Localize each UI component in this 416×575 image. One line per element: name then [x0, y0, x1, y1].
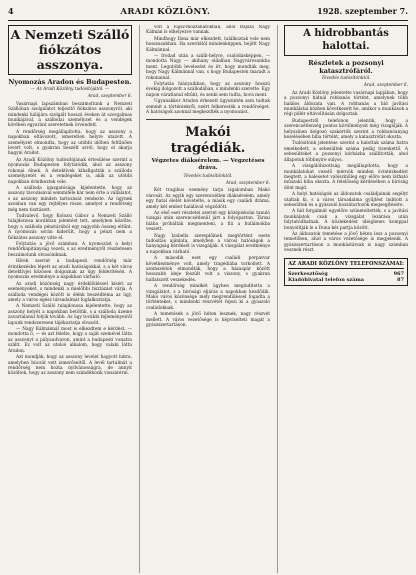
article-paragraph: Azt mondják, hogy az asszony levelet hagyott hátra, amelyben búcsút vett ismerőseitől. A levél tartalmát a rendőrség nem hozta nyilvánosságra, de annyit közöltek, hogy az asszony nem szándékozik visszatérni.	[8, 355, 132, 377]
telephone-ad-box	[284, 258, 408, 287]
article-paragraph: Vasárnapi lapszámban beszámoltunk a Nemzeti Szállóban szolgálatot teljesítő fiókzátos asszonyról, aki mindenki hálájára szolgált hosszú éveken át szorgalmas munkájával, a szállodai személyzet és a vendégek körében egyaránt szeretetnek örvendett.	[8, 101, 132, 129]
article-paragraph: Hírek szerint a budapesti rendőrség már érintkezésbe lépett az aradi hatóságokkal, s a két város detektívjei közösen dolgoznak az ügy felderítésén. A nyomozás eredménye a napokban várható.	[8, 259, 132, 281]
article-paragraph: Mindhogy Ilona már elkezdett, találkoztak vele nem hosszasabban. Ha szerdától mindenképpen, bejött Nagy Kálmánnal.	[146, 36, 270, 53]
article-paragraph: Tudósítónk jelentése szerint a halottak száma hatra emelkedett, a sebesültek száma pedig tizenkettő. A sebesülteket a pozsonyi kórházba szállították, ahol állapotuk többnyire súlyos.	[284, 141, 408, 163]
article-paragraph: A rendőrség mindkét ügyben megindította a vizsgálatot, s a bírósági eljárás a napokban kezdődik. Makó város közönsége mély megrendüléssel fogadta a történteket, s mindenki részvétét fejezi ki a gyászoló családoknak.	[146, 284, 270, 311]
article-paragraph: A híd forgalmát egyelőre szüneteltették, s a javítási munkálatok csak a vizsgálat lezárása után folytatódhatnak. A közlekedést ideiglenes komppal bonyolítják le a Duna két partja között.	[284, 209, 408, 231]
middle-article-subhead: Végzetes diáksérelem. — Vegzetéses dráva.	[151, 157, 265, 171]
telephone-ad-number: 967	[393, 270, 404, 277]
article-paragraph: — Irodad után a szálli-helyre, csalódásképpen, — mondotta Nagy — akihány oldalban Nagyvárosunkba ment. Legutóbb levelezést és írt, hogy mondták meg, hogy Nagy Kálmánnál van, s hogy Budapesten maradt a rokonainál.	[146, 54, 270, 81]
middle-article-body	[146, 188, 270, 328]
article-paragraph: Az áldozatok temetése a jövő héten lesz a pozsonyi temetőben, ahol a város vezetősége is megjelenik. A gyászszertartáson a munkástársak is nagy számban vesznek részt.	[284, 231, 408, 254]
right-article-dateline: Arad, szeptember 6.	[363, 83, 408, 89]
article-paragraph: — Nagy Kálmánnál most is elkezdtem e kérdést. — mondotta ő, — és azt felelte, hogy a saját szemével látta az asszonyt a pályaudvaron, amint a budapesti vonatra szállt. Ez volt az utolsó alkalom, hogy valaki látta Aradon.	[8, 327, 132, 354]
article-paragraph: A szálloda igazgatósága kijelentette, hogy az asszony távozásával semmiféle kár nem érte a vállalatot, s az asszony minden tartozását rendezte. Az ügynek azonban van egy rejtélyes része, amelyet a rendőrség még nem tisztázott.	[8, 185, 132, 213]
article-paragraph: A Nemzeti Szálló tulajdonosa kijelentette, hogy az asszony helyét a napokban betöltik, s a szálloda üzeme zavartalanul folyik tovább. Az ügy további fejleményeiről lapunk rendszeresen tájékoztatja olvasóit.	[8, 304, 132, 326]
page-number: 4	[8, 6, 14, 16]
telephone-ad-label: Szerkesztőség	[288, 270, 328, 277]
right-article-title: A hidrobbantás halottai.	[284, 25, 408, 56]
article-paragraph: A temetések a jövő héten lesznek, nagy részvét mellett. A város vezetősége is képviselteti magát a gyászszertartáson.	[146, 312, 270, 329]
right-article-subhead: Részletek a pozsonyi katasztrófáról.	[308, 59, 384, 75]
article-paragraph: Az első eset részletei szerint egy középiskolai tanuló vizsgái után szerencsétlenül járt a folyóparton. Társai hiába próbálták megmenteni, a fiú a hullámokba veszett.	[146, 210, 270, 233]
article-paragraph: A második eset egy családi perpatvar következménye volt, amely tragédiába torkollott. A szomszédok elmondták, hogy a házaspár között hosszabb ideje feszült volt a viszony, s gyakran hallatszott veszekedés.	[146, 256, 270, 283]
middle-article-byline: Tévedés tudósítónktól.	[183, 173, 233, 179]
middle-continuation-body	[146, 25, 270, 116]
left-article-body	[8, 102, 132, 377]
middle-article-title: Makói tragédiák.	[170, 124, 246, 156]
issue-date: 1928. szeptember 7.	[317, 6, 408, 16]
article-paragraph: Folytatás a jövő számban. A nyomozást a helyi rendőrkapitányság vezeti, s az eredményről részletesen beszámolunk olvasóinknak.	[8, 241, 132, 258]
article-paragraph: Nagy Izabella szereplőinek megtörtént esete tudósítás ajánlata, amelyben a városi hatóságok a hanyagság kérdését is vizsgálják. A vizsgálat eredménye a napokban várható.	[146, 233, 270, 255]
left-article-subhead: Nyomozás Aradon és Budapesten.	[8, 78, 132, 86]
article-paragraph: A helyi hatóságok az áldozatok családjainak segélyt utaltak ki, s a város társadalma gyűjtést indított a sebesültek és a gyászoló hozzátartozók megsegítésére.	[284, 192, 408, 208]
article-paragraph: Folytatás hiányaikban, hogy az asszony hosszú évekig dolgozott a szállodában, s mindenki szerette. Egy napon váratlanul eltűnt, és senki sem tudta, hová ment.	[146, 82, 270, 98]
right-article-body	[284, 91, 408, 254]
middle-article-dateline: Arad, szeptember 6.	[225, 180, 270, 186]
telephone-ad-number: 87	[397, 277, 404, 283]
left-article-dateline: Arad, szeptember 6.	[87, 94, 132, 100]
telephone-ad-label: Kiadóhivatal telefon száma	[288, 277, 365, 283]
left-article-byline: — Az Aradi Közlöny tudósítójától. —	[30, 87, 110, 92]
paper-title: ARADI KÖZLÖNY.	[120, 7, 211, 17]
article-paragraph: A rendőrség megállapította, hogy az asszony a napokban eltávozott, ismeretlen helyre utazott. A személyzet elmondta, hogy az utóbbi időben feltűnően levert volt, s gyakran beszélt arról, hogy el akarja hagyni Aradot.	[8, 129, 132, 157]
middle-column	[139, 25, 270, 573]
right-column	[277, 25, 408, 573]
telephone-ad-rows	[288, 271, 404, 283]
masthead	[8, 6, 408, 21]
left-article-title: A Nemzeti Szálló fiókzátos asszonya.	[8, 25, 132, 75]
left-column	[8, 25, 132, 573]
article-paragraph: Tudvalevő, hogy Kolozsi Gábor a Nemzeti Szálló tulajdonosa korábban jelentést tett, amelyben közölte, hogy a szálloda pénztárából egy nagyobb összeg eltűnt. A nyomozás során kiderült, hogy a pénzt nem a fiókzátos asszony vitte el.	[8, 213, 132, 241]
article-paragraph: Két tragikus esemény tarja izgalomban Makó városát. Az egyik egy szerencsétlen diáksérelem, amely egy fiatal életét követelte, a másik egy családi dráma, amely két ember halálával végződött.	[146, 188, 270, 210]
article-paragraph: Ugyanakkor Aradon érkezett úgyszintén sem tudtak semmit a történtekről, ezért felkeresték a rendőrséget. A hatóságok azonnal megkezdték a nyomozást.	[146, 99, 270, 116]
telephone-ad-title: AZ ARADI KÖZLÖNY TELEFONSZÁMAI:	[288, 261, 404, 269]
section-divider	[146, 119, 270, 120]
article-paragraph: Az Aradi Közlöny jelentette vasárnapi lapjában, hogy a pozsonyi hídnál robbanás történt, amelynek több halálos áldozata van. A robbanás a híd javítási munkálatai közben következett be, amikor a munkások a régi pillér eltávolításán dolgoztak.	[284, 90, 408, 118]
telephone-ad-row	[288, 277, 404, 283]
article-paragraph: volt a Fajsz-mozzanatokban, ahol Bajsza Nagy Kálmán is elhelyezve vannak.	[146, 25, 270, 36]
article-paragraph: Az aradi közönség nagy érdeklődéssel kíséri az eseményeket, s mindenki a mielőbbi tisztázást várja. A szálloda vendégei között is élénk beszédtéma az ügy, amely a város egész társadalmát foglalkoztatja.	[8, 281, 132, 304]
article-paragraph: Budapestről telefonon jelentik, hogy a szerencsétlenség pontos körülményeit még vizsgálják. A helyszínen dolgozó szakértők szerint a robbanóanyag kezelésében hiba történt, amely a katasztrófát okozta.	[284, 118, 408, 141]
article-paragraph: Az Aradi Közlöny tudósítójának értesülése szerint a nyomozás Budapesten folytatódik, ahol az asszony rokonai élnek. A detektívek kihallgatták a szálloda személyzetét és a vendégeket is, akik az utóbbi napokban érintkeztek vele.	[8, 157, 132, 185]
right-article-byline: Tévedés tudósítónktól.	[321, 76, 371, 81]
article-paragraph: A vizsgálóbizottság megállapította, hogy a munkálatokat vezető mérnök minden óvintézkedést megtett, a balesetet valószínűleg egy előre nem látható műszaki hiba okozta. A felelősség kérdésében a bíróság dönt majd.	[284, 164, 408, 191]
